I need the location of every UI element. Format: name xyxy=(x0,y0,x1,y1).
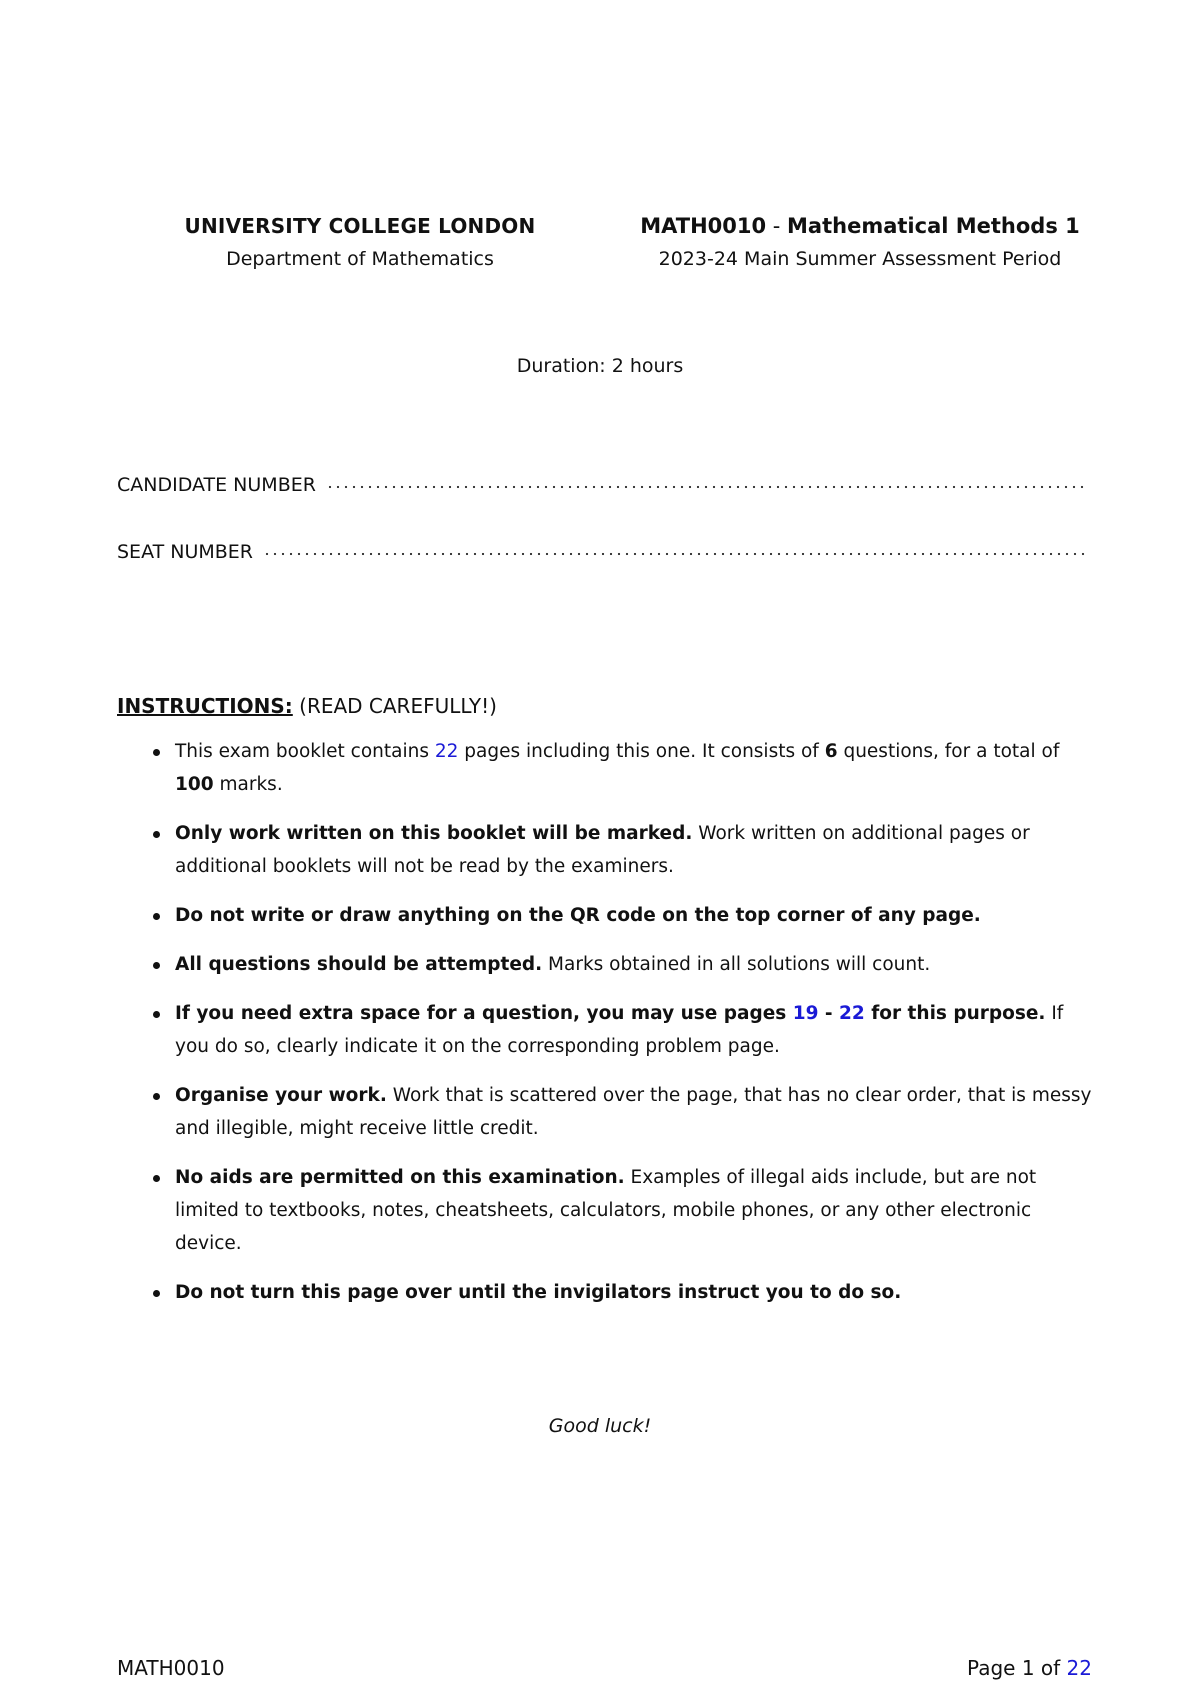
bullet-icon xyxy=(153,962,160,969)
instruction-item xyxy=(117,1161,1092,1260)
total-pages-footer-link[interactable]: 22 xyxy=(1066,1656,1092,1680)
header-left xyxy=(140,214,580,270)
instruction-item xyxy=(117,735,1092,801)
candidate-number-field[interactable] xyxy=(117,474,1087,496)
instruction-text: Marks obtained in all solutions will count. xyxy=(542,954,931,975)
instruction-text: marks. xyxy=(213,774,283,795)
course-separator: - xyxy=(766,214,788,238)
instruction-bold-text: - xyxy=(818,1003,840,1024)
instruction-text: Work that is scattered over the page, that has no clear order, that is messy and illegible, might receive little credit. xyxy=(175,1085,1092,1139)
instruction-item xyxy=(117,948,1092,981)
good-luck-message: Good luck! xyxy=(548,1415,652,1437)
instruction-bold-text: If you need extra space for a question, you may use pages xyxy=(175,1003,793,1024)
bullet-icon xyxy=(153,913,160,920)
candidate-number-label: CANDIDATE NUMBER xyxy=(117,474,316,496)
instruction-bold-text: Organise your work. xyxy=(175,1085,387,1106)
instruction-item xyxy=(117,817,1092,883)
bullet-icon xyxy=(153,1093,160,1100)
bullet-icon xyxy=(153,831,160,838)
total-pages-link[interactable]: 22 xyxy=(434,741,459,762)
instruction-bold-text: Do not write or draw anything on the QR code on the top corner of any page. xyxy=(175,905,981,926)
instruction-bold-text: Do not turn this page over until the invigilators instruct you to do so. xyxy=(175,1282,902,1303)
footer-page-number xyxy=(967,1656,1092,1680)
instruction-text: questions, for a total of xyxy=(837,741,1060,762)
seat-number-field[interactable] xyxy=(117,541,1087,563)
extra-space-end-page-link[interactable]: 22 xyxy=(839,1003,865,1024)
course-code: MATH0010 xyxy=(640,214,767,238)
instruction-bold-text: No aids are permitted on this examination. xyxy=(175,1167,625,1188)
seat-number-label: SEAT NUMBER xyxy=(117,541,253,563)
instruction-item xyxy=(117,997,1092,1063)
instruction-text: Work written on additional pages or additional booklets will not be read by the examiners. xyxy=(175,823,1030,877)
instructions-heading xyxy=(117,694,497,718)
instruction-bold-text: Only work written on this booklet will be marked. xyxy=(175,823,693,844)
bullet-icon xyxy=(153,1175,160,1182)
bullet-icon xyxy=(153,1290,160,1297)
instruction-text: pages including this one. It consists of xyxy=(458,741,825,762)
bullet-icon xyxy=(153,749,160,756)
total-marks: 100 xyxy=(175,774,214,795)
instruction-item xyxy=(117,899,1092,932)
department-name: Department of Mathematics xyxy=(226,248,494,270)
candidate-number-dotted-line[interactable] xyxy=(326,485,1087,489)
extra-space-start-page-link[interactable]: 19 xyxy=(792,1003,819,1024)
instructions-note: (READ CAREFULLY!) xyxy=(292,694,497,718)
page-label: Page 1 of xyxy=(967,1656,1067,1680)
seat-number-dotted-line[interactable] xyxy=(263,552,1087,556)
instructions-title: INSTRUCTIONS: xyxy=(117,694,293,718)
instruction-bold-text: for this purpose. xyxy=(864,1003,1046,1024)
assessment-period: 2023-24 Main Summer Assessment Period xyxy=(658,248,1062,270)
instruction-text: Examples of illegal aids include, but are not limited to textbooks, notes, cheatsheets, calculators, mobile phones, or any other electronic device. xyxy=(175,1167,1037,1254)
instruction-item xyxy=(117,1079,1092,1145)
instructions-list xyxy=(117,735,1092,1325)
bullet-icon xyxy=(153,1011,160,1018)
header-right xyxy=(620,214,1100,270)
exam-duration: Duration: 2 hours xyxy=(516,355,684,377)
instruction-text: If you do so, clearly indicate it on the corresponding problem page. xyxy=(175,1003,1064,1057)
instruction-text: This exam booklet contains xyxy=(175,741,435,762)
instruction-item xyxy=(117,1276,1092,1309)
course-heading xyxy=(620,214,1100,238)
instruction-bold-text: All questions should be attempted. xyxy=(175,954,543,975)
footer-course-code: MATH0010 xyxy=(117,1656,225,1680)
university-name: UNIVERSITY COLLEGE LONDON xyxy=(184,214,536,238)
course-title: Mathematical Methods 1 xyxy=(787,214,1080,238)
question-count: 6 xyxy=(824,741,838,762)
